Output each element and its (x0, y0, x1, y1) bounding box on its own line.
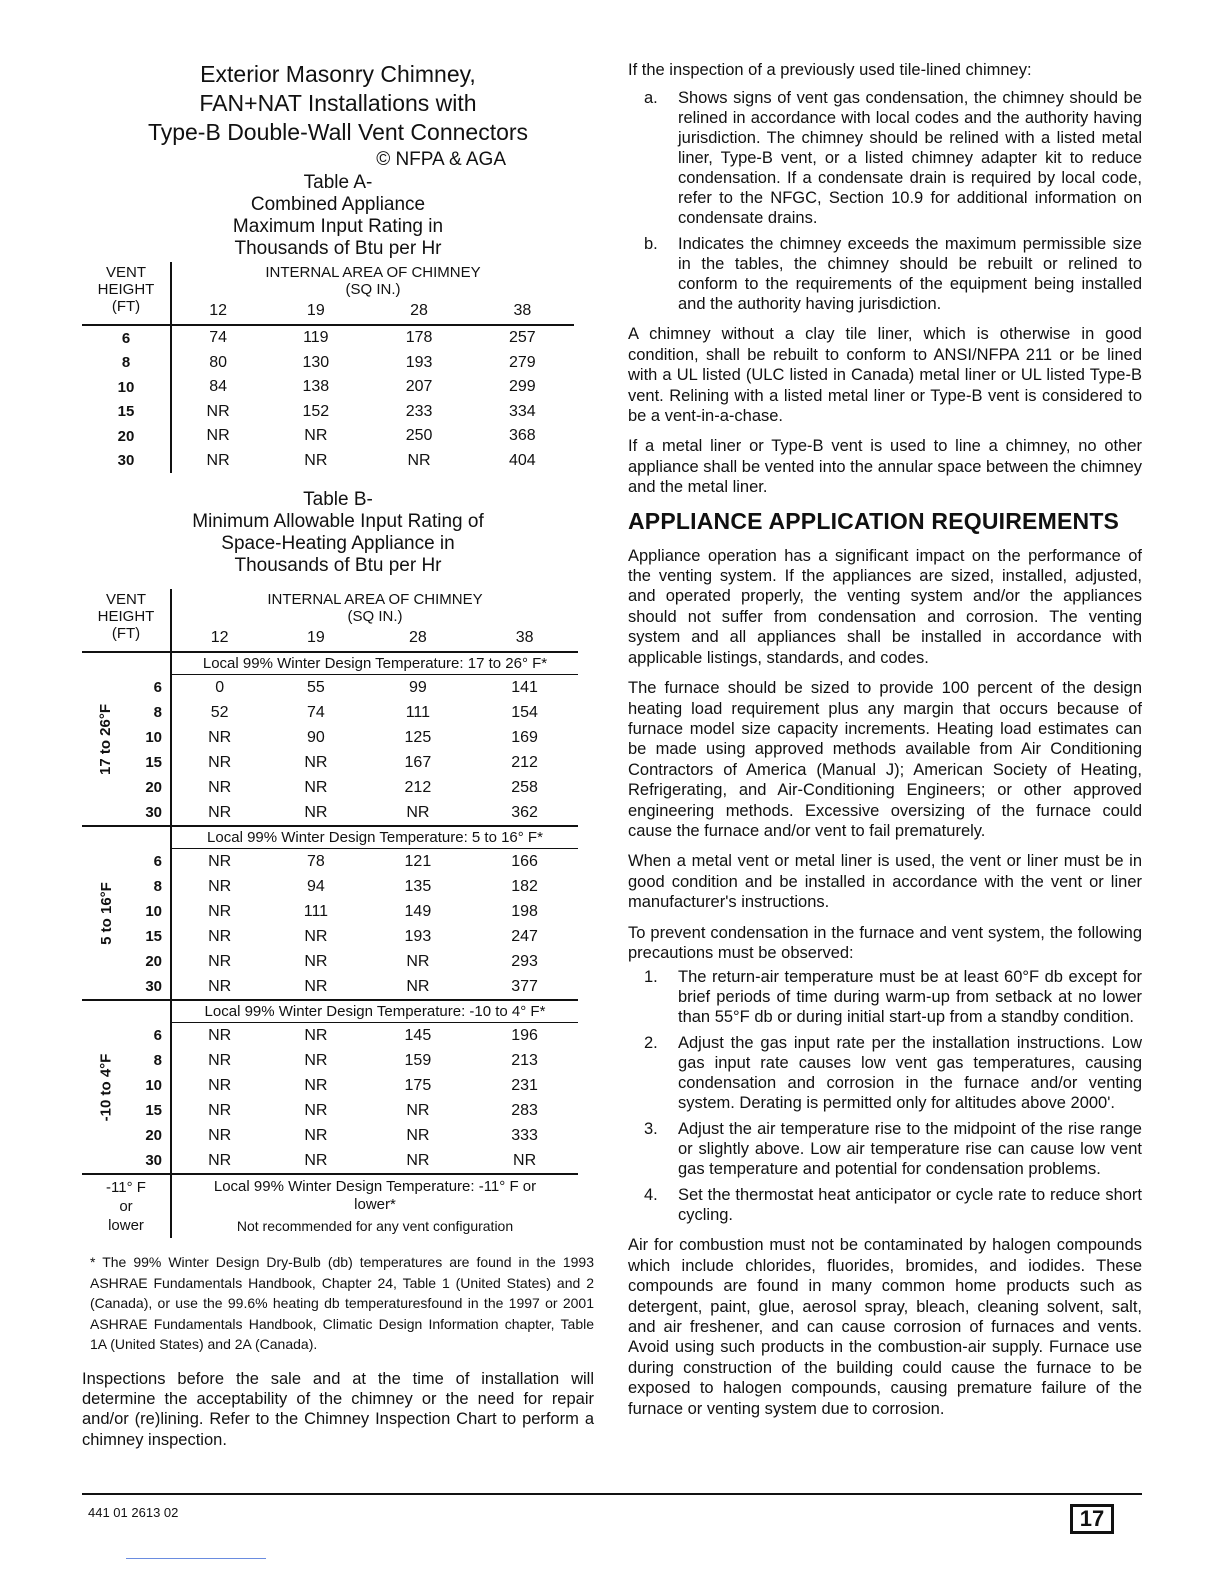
table-b (82, 589, 578, 1238)
header-line: (SQ IN.) (345, 281, 401, 298)
table-a (82, 262, 574, 473)
value-cell: NR (406, 803, 430, 821)
table-row (82, 325, 574, 351)
value-cell: 111 (405, 703, 431, 721)
list-marker: 3. (644, 1120, 658, 1139)
value-cell: NR (208, 977, 232, 995)
value-cell: NR (208, 1051, 232, 1069)
vent-height-cell: 30 (145, 978, 162, 995)
not-recommended-note: Not recommended for any vent configuration (236, 1218, 514, 1234)
paragraph: A chimney without a clay tile liner, which is otherwise in good condition, shall be rebuilt to conform to ANSI/NFPA 211 or be lined with a UL listed (ULC listed in Canada) metal liner or UL listed Type-B vent. Relining with a listed metal liner or Type-B vent is considered to be a vent-in-a-chase. (628, 325, 1142, 426)
value-cell: NR (208, 1101, 232, 1119)
value-cell: NR (208, 1076, 232, 1094)
vent-height-cell: 6 (153, 679, 162, 696)
caption-line: Table A- (303, 172, 373, 193)
vent-height-column (145, 675, 162, 825)
paragraph: When a metal vent or metal liner is used, the vent or liner must be in good condition and be installed in accordance with the vent or liner manufacturer's instructions. (628, 852, 1142, 912)
list-item (628, 1119, 1142, 1179)
vent-height-cell: 30 (82, 449, 171, 474)
page-number: 17 (1070, 1504, 1114, 1534)
value-cell: NR (304, 1051, 328, 1069)
value-cell: 207 (405, 378, 433, 396)
value-cell: 196 (511, 1026, 538, 1044)
vent-height-cell: 20 (145, 779, 162, 796)
caption-line: Thousands of Btu per Hr (234, 238, 442, 259)
vent-height-header (82, 589, 171, 652)
value-cell: 119 (303, 329, 329, 347)
column-header: 19 (264, 298, 367, 325)
list-text: The return-air temperature must be at least 60°F db except for brief periods of time during warm-up from setback at no lower than 55°F db or during initial start-up from a standby condition. (678, 968, 1142, 1027)
footnote: * The 99% Winter Design Dry-Bulb (db) temperatures are found in the 1993 ASHRAE Fundamentals Handbook, Chapter 24, Table 1 (United States) and 2 (Canada), or use the 99.6% heating db temperaturesfound in the 1997 or 2001 ASHRAE Fundamentals Handbook, Climatic Design Information chapter, Table 1A (United States) and 2A (Canada). (90, 1254, 594, 1352)
section-header-row (82, 652, 578, 675)
copyright: © NFPA & AGA (376, 149, 506, 170)
table-b-caption (82, 489, 594, 577)
section-label-cell (82, 1000, 171, 1174)
value-cell: NR (406, 977, 430, 995)
vent-height-cell: 30 (145, 804, 162, 821)
value-cell: 247 (511, 927, 538, 945)
caption-line: Space-Heating Appliance in (221, 533, 455, 554)
document-number: 441 01 2613 02 (88, 1505, 179, 1520)
header-line: VENT (105, 591, 146, 608)
paragraph: The furnace should be sized to provide 100 percent of the design heating load requirement plus any margin that occurs because of furnace model size capacity increments. Heating load estimates can be made using approved methods available from Air Conditioning Contractors of America (Manual J); American Society of Heating, Refrigerating, and Air-Conditioning Engineers; or other approved engineering methods. Excessive oversizing of the furnace could cause the furnace and/or vent to fail prematurely. (628, 679, 1142, 840)
value-cell: NR (206, 402, 230, 420)
title-line: Exterior Masonry Chimney, (200, 61, 476, 87)
value-cell: NR (406, 1126, 430, 1144)
value-cell: 193 (404, 927, 432, 945)
section-label: 5 to 16°F (97, 881, 115, 945)
value-cell: NR (208, 952, 232, 970)
value-cell: 111 (303, 902, 329, 920)
section-heading: APPLIANCE APPLICATION REQUIREMENTS (628, 507, 1120, 534)
column-header: 38 (471, 298, 574, 325)
value-cell: NR (513, 1151, 537, 1169)
table-row (82, 424, 574, 449)
value-cell: 80 (209, 353, 227, 371)
value-cell: 94 (307, 877, 325, 895)
column-header: 19 (267, 625, 364, 652)
vent-height-cell: 15 (82, 400, 171, 425)
value-cell: NR (304, 753, 328, 771)
title-line: FAN+NAT Installations with (199, 90, 477, 116)
table-row (82, 351, 574, 376)
value-cell: NR (208, 803, 232, 821)
caption-line: Thousands of Btu per Hr (234, 555, 442, 576)
section-label: -10 to 4°F (97, 1053, 115, 1121)
value-cell: 52 (210, 703, 229, 721)
caption-line: Minimum Allowable Input Rating of (192, 511, 484, 532)
value-cell: NR (304, 927, 328, 945)
list-item (628, 967, 1142, 1027)
value-cell: NR (206, 427, 230, 445)
precautions-list (628, 967, 1142, 1225)
table-a-caption (82, 172, 594, 260)
value-cell: 250 (405, 427, 433, 445)
value-cell: 377 (511, 977, 538, 995)
value-cell: NR (304, 427, 328, 445)
value-cell: 138 (302, 378, 330, 396)
vent-height-column (145, 1023, 162, 1173)
list-text: Indicates the chimney exceeds the maximum permissible size in the tables, the chimney should be rebuilt or relined to conform to the requirements of the equipment being installed and the authority having jurisdiction. (678, 235, 1142, 314)
value-cell: 212 (511, 753, 538, 771)
vent-height-cell: 20 (145, 953, 162, 970)
column-header: 28 (367, 298, 470, 325)
value-cell: 130 (302, 353, 330, 371)
vent-height-cell: 10 (145, 729, 162, 746)
list-text: Adjust the air temperature rise to the midpoint of the rise range or slightly above. Low air temperature rise can cause low vent gas temperature and potential for condensation problems. (678, 1120, 1142, 1179)
title-line: Type-B Double-Wall Vent Connectors (147, 119, 529, 145)
footer-rule (82, 1493, 1142, 1495)
caption-line: Table B- (303, 489, 373, 510)
value-cell: 74 (307, 703, 325, 721)
vent-height-cell: 8 (153, 704, 162, 721)
vent-height-cell: 8 (153, 878, 162, 895)
caption-line: Maximum Input Rating in (232, 216, 444, 237)
list-text: Shows signs of vent gas condensation, the chimney should be relined in accordance with local codes and the authority having jurisdiction. The chimney should be relined with a listed metal liner, Type-B vent, or a listed chimney adapter kit to reduce condensation. If a condensate drain is required by local code, refer to the NFGC, Section 10.9 for additional information on condensate drains. (678, 89, 1142, 228)
paragraph: Air for combustion must not be contaminated by halogen compounds which include chlorides, fluorides, bromides, and iodides. These compounds are found in many common home products such as detergent, paint, glue, aerosol spray, bleach, cleaning solvent, salt, and air freshener, and can cause corrosion of furnaces and vents. Avoid using such products in the combustion-air supply. Furnace use during construction of the building could cause the furnace to be exposed to halogen compounds, causing premature failure of the furnace or venting system due to corrosion. (628, 1236, 1142, 1418)
page-title (82, 60, 594, 147)
value-cell: 213 (511, 1051, 538, 1069)
value-cell: 84 (209, 378, 227, 396)
value-cell: 299 (508, 378, 536, 396)
value-cell: NR (304, 1076, 328, 1094)
last-section (171, 1174, 578, 1238)
value-cell: NR (208, 877, 232, 895)
value-cell: 167 (404, 753, 432, 771)
value-cell: 154 (511, 703, 538, 721)
area-header (171, 589, 578, 625)
value-cell: 78 (307, 852, 325, 870)
header-line: (SQ IN.) (347, 608, 403, 625)
value-cell: NR (406, 952, 430, 970)
value-cell: NR (304, 1151, 328, 1169)
table-row (82, 449, 574, 474)
vent-height-cell: 10 (145, 903, 162, 920)
value-cell: 368 (508, 427, 536, 445)
vent-height-cell: 20 (82, 424, 171, 449)
section-title-line: lower* (354, 1196, 396, 1213)
last-section-label (82, 1174, 171, 1238)
value-cell: 135 (404, 877, 432, 895)
section-title: Local 99% Winter Design Temperature: 17 to 26° F* (171, 652, 578, 675)
column-header: 28 (365, 625, 472, 652)
table-row (82, 375, 574, 400)
value-cell: NR (304, 451, 328, 469)
section-title: Local 99% Winter Design Temperature: -10 to 4° F* (171, 1000, 578, 1023)
value-cell: 333 (511, 1126, 538, 1144)
list-item (628, 234, 1142, 314)
vent-height-cell: 6 (82, 325, 171, 351)
value-cell: 362 (511, 803, 538, 821)
value-cell: NR (208, 1126, 232, 1144)
list-marker: 1. (644, 968, 658, 987)
value-cell: NR (304, 1126, 328, 1144)
paragraph: Appliance operation has a significant impact on the performance of the venting system. If the appliances are sized, installed, adjusted, and operated properly, the venting system and/or the appliances should not suffer from condensation and corrosion. The venting system and all appliances shall be installed in accordance with applicable listings, standards, and codes. (628, 546, 1142, 667)
caption-line: Combined Appliance (250, 194, 426, 215)
list-marker: 4. (644, 1186, 658, 1205)
value-cell: 149 (404, 902, 432, 920)
header-line: (FT) (111, 298, 141, 315)
area-header (171, 262, 574, 298)
left-column (82, 60, 594, 1450)
value-cell: 404 (508, 451, 536, 469)
decorative-line (126, 1558, 266, 1559)
value-cell: NR (208, 902, 232, 920)
value-cell: 182 (511, 877, 538, 895)
section-title-line: Local 99% Winter Design Temperature: -11° F or (213, 1178, 537, 1195)
list-item (628, 1185, 1142, 1225)
vent-height-cell: 10 (145, 1077, 162, 1094)
section-header-row (82, 1000, 578, 1023)
column-header: 12 (171, 298, 264, 325)
header-line: HEIGHT (97, 281, 155, 298)
value-cell: NR (406, 1101, 430, 1119)
value-cell: 279 (508, 353, 536, 371)
paragraph: To prevent condensation in the furnace and vent system, the following precautions must be observed: (628, 923, 1142, 962)
vent-height-header (82, 262, 171, 325)
value-cell: NR (304, 1026, 328, 1044)
section-label-cell (82, 826, 171, 1000)
value-cell: NR (304, 977, 328, 995)
value-cell: 90 (307, 728, 325, 746)
paragraph: If a metal liner or Type-B vent is used to line a chimney, no other appliance shall be vented into the annular space between the chimney and the metal liner. (628, 437, 1142, 497)
vent-height-cell: 15 (145, 754, 162, 771)
value-cell: 257 (508, 329, 536, 347)
list-text: Adjust the gas input rate per the installation instructions. Low gas input rate causes low vent gas temperatures, causing condensation and corrosion in the furnace and/or venting system. Derating is permitted only for altitudes above 2000'. (678, 1034, 1142, 1113)
label-line: or (119, 1198, 133, 1215)
value-cell: NR (206, 451, 230, 469)
value-cell: 141 (511, 678, 538, 696)
vent-height-column (145, 849, 162, 999)
value-cell: NR (208, 852, 232, 870)
value-cell: 293 (511, 952, 538, 970)
list-item (628, 1033, 1142, 1113)
value-cell: NR (208, 753, 232, 771)
value-cell: 212 (404, 778, 432, 796)
value-cell: 121 (404, 852, 432, 870)
vent-height-cell: 30 (145, 1152, 162, 1169)
header-line: INTERNAL AREA OF CHIMNEY (265, 264, 481, 281)
value-cell: 233 (405, 402, 433, 420)
value-cell: 55 (307, 678, 325, 696)
value-cell: 169 (511, 728, 538, 746)
header-line: HEIGHT (97, 608, 155, 625)
value-cell: NR (208, 778, 232, 796)
value-cell: NR (304, 952, 328, 970)
header-line: VENT (105, 264, 146, 281)
value-cell: NR (304, 803, 328, 821)
value-cell: NR (208, 1026, 232, 1044)
section-label-cell (82, 652, 171, 826)
value-cell: 145 (404, 1026, 432, 1044)
value-cell: 175 (404, 1076, 432, 1094)
value-cell: 193 (405, 353, 433, 371)
vent-height-cell: 6 (153, 1027, 162, 1044)
value-cell: 258 (511, 778, 538, 796)
header-line: INTERNAL AREA OF CHIMNEY (267, 591, 483, 608)
intro-paragraph: If the inspection of a previously used tile-lined chimney: (628, 61, 1032, 79)
section-header-row (82, 826, 578, 849)
column-header: 38 (471, 625, 578, 652)
vent-height-cell: 10 (82, 375, 171, 400)
header-line: (FT) (111, 625, 141, 642)
label-line: lower (108, 1217, 144, 1234)
value-cell: 166 (511, 852, 538, 870)
value-cell: NR (304, 1101, 328, 1119)
value-cell: 152 (302, 402, 330, 420)
label-line: -11° F (106, 1179, 146, 1196)
value-cell: 178 (405, 329, 433, 347)
list-marker: a. (644, 89, 658, 108)
vent-height-cell: 15 (145, 1102, 162, 1119)
value-cell: NR (208, 1151, 232, 1169)
vent-height-cell: 15 (145, 928, 162, 945)
right-column (628, 60, 1142, 1419)
value-cell: 198 (511, 902, 538, 920)
alpha-list (628, 88, 1142, 314)
value-cell: NR (208, 728, 232, 746)
value-cell: NR (304, 778, 328, 796)
column-header: 12 (171, 625, 267, 652)
value-cell: NR (406, 1151, 430, 1169)
vent-height-cell: 6 (153, 853, 162, 870)
inspection-paragraph: Inspections before the sale and at the time of installation will determine the acceptability of the chimney or the need for repair and/or (re)lining. Refer to the Chimney Inspection Chart to perform a chimney inspection. (82, 1369, 594, 1449)
value-cell: 99 (408, 678, 427, 696)
value-cell: 231 (511, 1076, 538, 1094)
vent-height-cell: 20 (145, 1127, 162, 1144)
section-label: 17 to 26°F (97, 703, 115, 775)
vent-height-cell: 8 (82, 351, 171, 376)
list-item (628, 88, 1142, 228)
value-cell: NR (407, 451, 431, 469)
value-cell: NR (208, 927, 232, 945)
section-title: Local 99% Winter Design Temperature: 5 to 16° F* (171, 826, 578, 849)
value-cell: 159 (404, 1051, 432, 1069)
vent-height-cell: 8 (153, 1052, 162, 1069)
value-cell: 125 (404, 728, 432, 746)
value-cell: 334 (508, 402, 536, 420)
value-cell: 74 (209, 329, 227, 347)
list-marker: 2. (644, 1034, 658, 1053)
list-text: Set the thermostat heat anticipator or cycle rate to reduce short cycling. (678, 1186, 1142, 1225)
value-cell: 0 (215, 678, 225, 696)
value-cell: 283 (511, 1101, 538, 1119)
list-marker: b. (644, 235, 658, 254)
table-row (82, 400, 574, 425)
